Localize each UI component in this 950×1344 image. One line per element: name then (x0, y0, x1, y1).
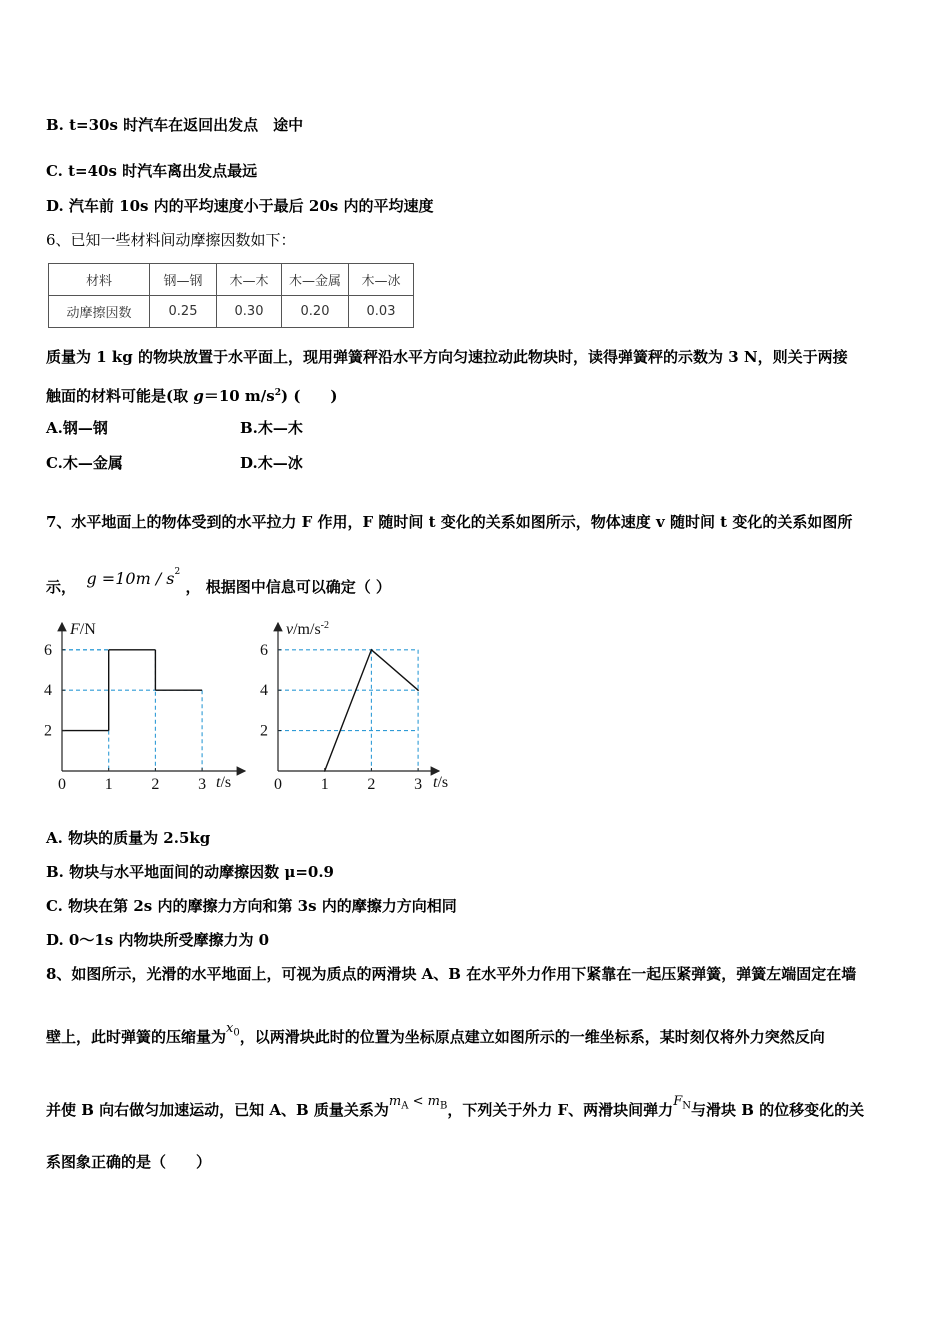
q5-option-b: B. t=30s 时汽车在返回出发点 途中 (46, 116, 304, 134)
force-time-graph (40, 615, 250, 800)
x-tick-label: 2 (367, 776, 376, 793)
x-axis-label: t/s (216, 774, 232, 791)
y-tick-label: 6 (260, 641, 268, 659)
q8-text-line2: 壁上，此时弹簧的压缩量为$x_0$，以两滑块此时的位置为坐标原点建立如图所示的一维坐标系，某时刻仅将外力突然反向 (46, 1021, 825, 1046)
q6-option-a: A.钢—钢 (46, 419, 108, 437)
y-tick-label: 2 (44, 722, 52, 740)
q5-option-d: D. 汽车前 10s 内的平均速度小于最后 20s 内的平均速度 (46, 197, 434, 215)
x-tick-label: 2 (151, 776, 160, 793)
x-tick-label: 0 (58, 776, 66, 793)
velocity-time-graph (256, 615, 466, 800)
y-tick-label: 6 (44, 641, 52, 659)
q8-text-line1: 8、如图所示，光滑的水平地面上，可视为质点的两滑块 A、B 在水平外力作用下紧靠在一起压紧弹簧，弹簧左端固定在墙 (46, 965, 857, 983)
x0-symbol: $x_0$ (226, 1021, 240, 1039)
table-cell: 0.30 (217, 296, 282, 328)
q7-option-c: C. 物块在第 2s 内的摩擦力方向和第 3s 内的摩擦力方向相同 (46, 897, 457, 915)
x-tick-label: 1 (320, 776, 329, 793)
friction-table (48, 263, 414, 328)
q6-option-d: D.木—冰 (240, 454, 303, 472)
table-cell: 0.03 (349, 296, 414, 328)
q7-option-a: A. 物块的质量为 2.5kg (46, 829, 211, 847)
y-tick-label: 4 (260, 682, 268, 700)
y-axis-label: $v/m/s^{-2}$ (286, 620, 330, 638)
friction-table-value-row (49, 296, 414, 328)
velocity-point (371, 649, 373, 651)
q8-text-line4: 系图象正确的是（ ） (46, 1153, 212, 1171)
x-tick-label: 3 (414, 776, 423, 793)
table-header-cell: 木—金属 (282, 264, 349, 296)
normal-force-symbol: $F_N$ (673, 1094, 691, 1112)
q8-text-line3: 并使 B 向右做匀加速运动，已知 A、B 质量关系为$m_A < m_B$，下列关于外力 F、两滑块间弹力$F_N$与滑块 B 的位移变化的关 (46, 1094, 865, 1119)
y-axis-label: F/N (70, 621, 96, 638)
table-header-cell: 钢—钢 (150, 264, 217, 296)
table-cell: 0.25 (150, 296, 217, 328)
y-tick-label: 2 (260, 722, 268, 740)
velocity-line (325, 650, 418, 771)
q7-text-line1: 7、水平地面上的物体受到的水平拉力 F 作用，F 随时间 t 变化的关系如图所示，物体速度 v 随时间 t 变化的关系如图所 (46, 513, 853, 531)
table-header-cell: 木—冰 (349, 264, 414, 296)
x-axis-label: t/s (433, 774, 449, 791)
q7-option-b: B. 物块与水平地面间的动摩擦因数 μ=0.9 (46, 863, 334, 881)
table-header-cell: 材料 (49, 264, 150, 296)
q6-option-c: C.木—金属 (46, 454, 123, 472)
q6-option-b: B.木—木 (240, 419, 303, 437)
q6-text-line1: 质量为 1 kg 的物块放置于水平面上，现用弹簧秤沿水平方向匀速拉动此物块时，读得弹簧秤的示数为 3 N，则关于两接 (46, 348, 848, 366)
y-tick-label: 4 (44, 682, 52, 700)
mass-relation: $m_A < m_B$ (388, 1094, 448, 1112)
x-tick-label: 0 (274, 776, 282, 793)
q5-option-c: C. t=40s 时汽车离出发点最远 (46, 162, 258, 180)
velocity-point (417, 689, 419, 691)
gravity-formula: g =10m / s (86, 569, 175, 588)
friction-table-header-row (49, 264, 414, 296)
q7-text-line2: 示， $g =10m / s^2$ ， 根据图中信息可以确定（ ） (46, 567, 391, 596)
table-row-label: 动摩擦因数 (49, 296, 150, 328)
q6-stem: 6、已知一些材料间动摩擦因数如下： (46, 231, 296, 249)
q6-text-line2: 触面的材料可能是(取 g＝10 $m/s^2$) ( ) (46, 387, 338, 405)
q7-option-d: D. 0～1s 内物块所受摩擦力为 0 (46, 931, 270, 949)
table-header-cell: 木—木 (217, 264, 282, 296)
x-tick-label: 1 (104, 776, 113, 793)
x-tick-label: 3 (198, 776, 207, 793)
table-cell: 0.20 (282, 296, 349, 328)
